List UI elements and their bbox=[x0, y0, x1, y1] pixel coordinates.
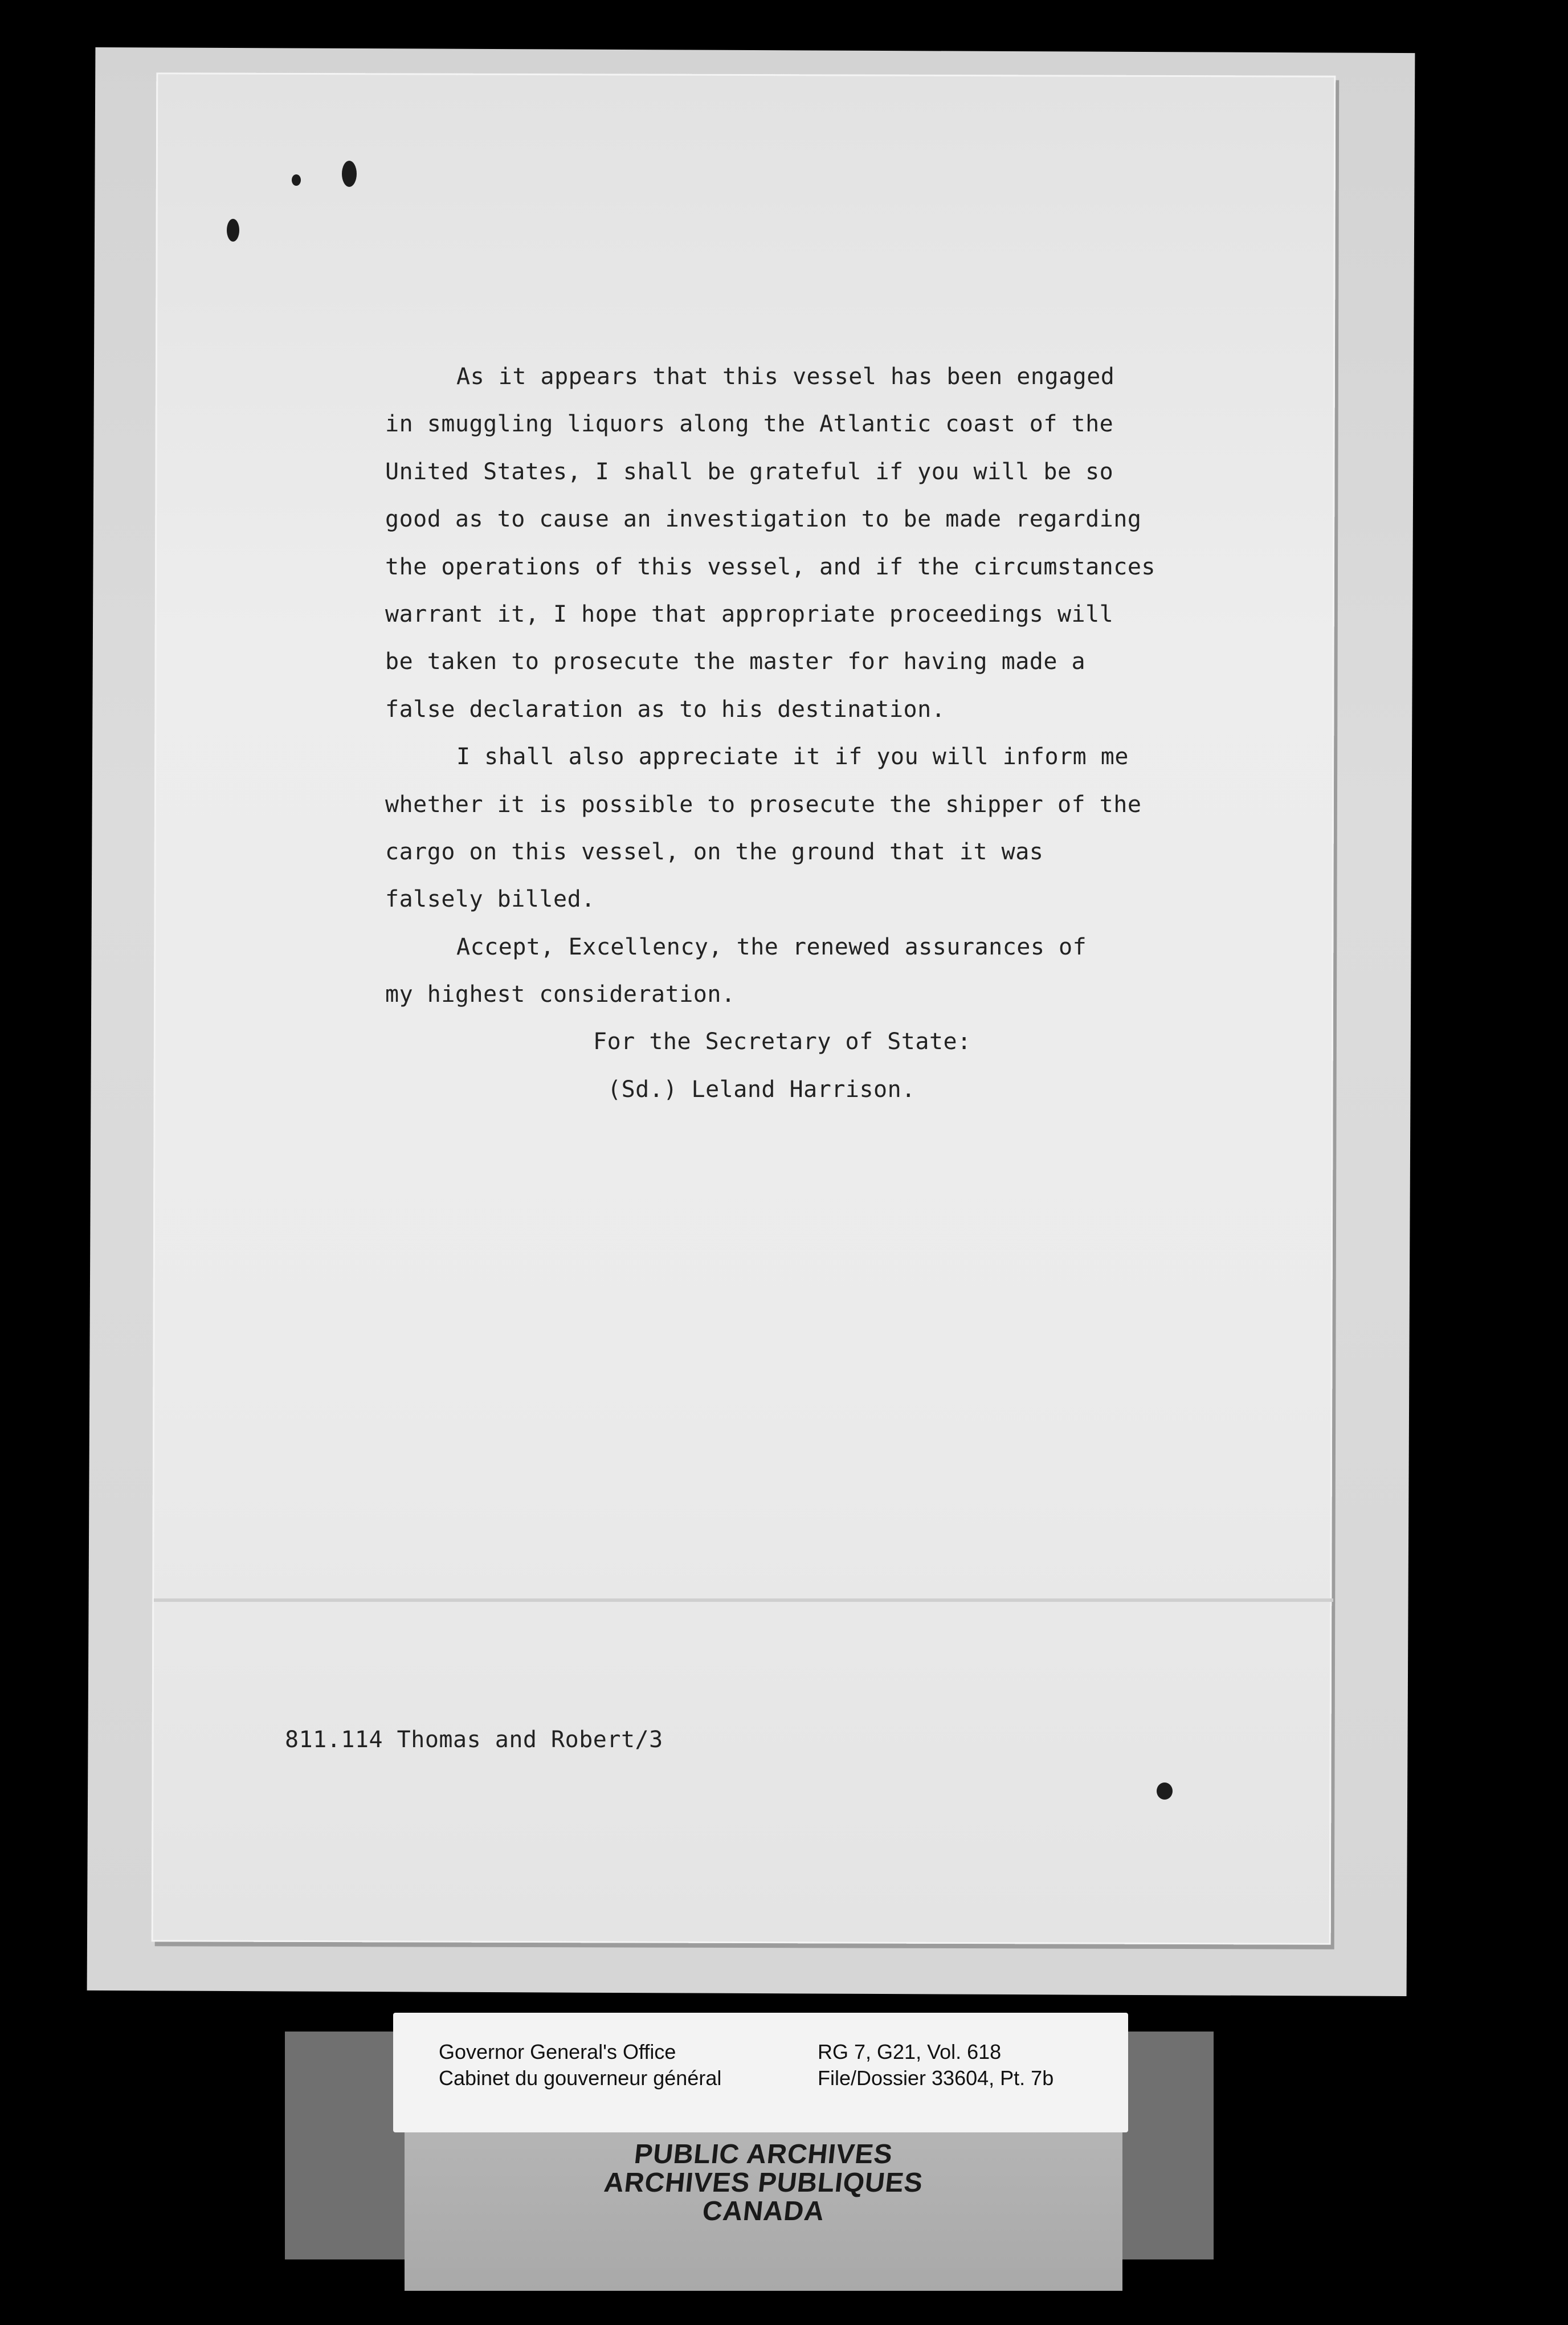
punch-hole bbox=[342, 161, 357, 187]
body-line: the operations of this vessel, and if the circumstances bbox=[385, 553, 1156, 580]
body-line: Accept, Excellency, the renewed assurances of bbox=[456, 933, 1087, 960]
body-line: good as to cause an investigation to be made regarding bbox=[385, 506, 1142, 533]
punch-hole bbox=[292, 174, 301, 186]
archive-label bbox=[393, 2013, 1128, 2132]
body-line: I shall also appreciate it if you will inform me bbox=[456, 744, 1129, 770]
signature-line: (Sd.) Leland Harrison. bbox=[607, 1076, 916, 1103]
punch-hole bbox=[227, 219, 239, 242]
stamp-line: PUBLIC ARCHIVES bbox=[632, 2139, 895, 2169]
body-line: false declaration as to his destination. bbox=[385, 696, 946, 723]
body-line: falsely billed. bbox=[385, 886, 595, 913]
body-line: As it appears that this vessel has been engaged bbox=[456, 364, 1115, 390]
body-line: my highest consideration. bbox=[385, 981, 736, 1008]
file-reference: 811.114 Thomas and Robert/3 bbox=[285, 1727, 663, 1753]
office-block bbox=[439, 2039, 721, 2091]
archives-stamp bbox=[405, 2140, 1122, 2226]
stamp-line: ARCHIVES PUBLIQUES bbox=[602, 2168, 925, 2198]
ink-blot bbox=[1157, 1782, 1173, 1800]
letter-body bbox=[385, 353, 1240, 1113]
office-english: Governor General's Office bbox=[439, 2040, 676, 2063]
closing-line: For the Secretary of State: bbox=[593, 1029, 971, 1055]
reference-block bbox=[818, 2039, 1054, 2091]
body-line: warrant it, I hope that appropriate proceedings will bbox=[385, 601, 1114, 627]
body-line: be taken to prosecute the master for having made a bbox=[385, 648, 1086, 675]
file-dossier: File/Dossier 33604, Pt. 7b bbox=[818, 2066, 1054, 2090]
page-fold bbox=[154, 1598, 1333, 1602]
body-line: in smuggling liquors along the Atlantic coast of the bbox=[385, 411, 1114, 438]
office-french: Cabinet du gouverneur général bbox=[439, 2066, 722, 2090]
body-line: cargo on this vessel, on the ground that it was bbox=[385, 838, 1044, 865]
record-group: RG 7, G21, Vol. 618 bbox=[818, 2040, 1002, 2063]
stamp-line: CANADA bbox=[701, 2196, 826, 2226]
body-line: United States, I shall be grateful if you will be so bbox=[385, 458, 1114, 485]
body-line: whether it is possible to prosecute the shipper of the bbox=[385, 791, 1142, 818]
